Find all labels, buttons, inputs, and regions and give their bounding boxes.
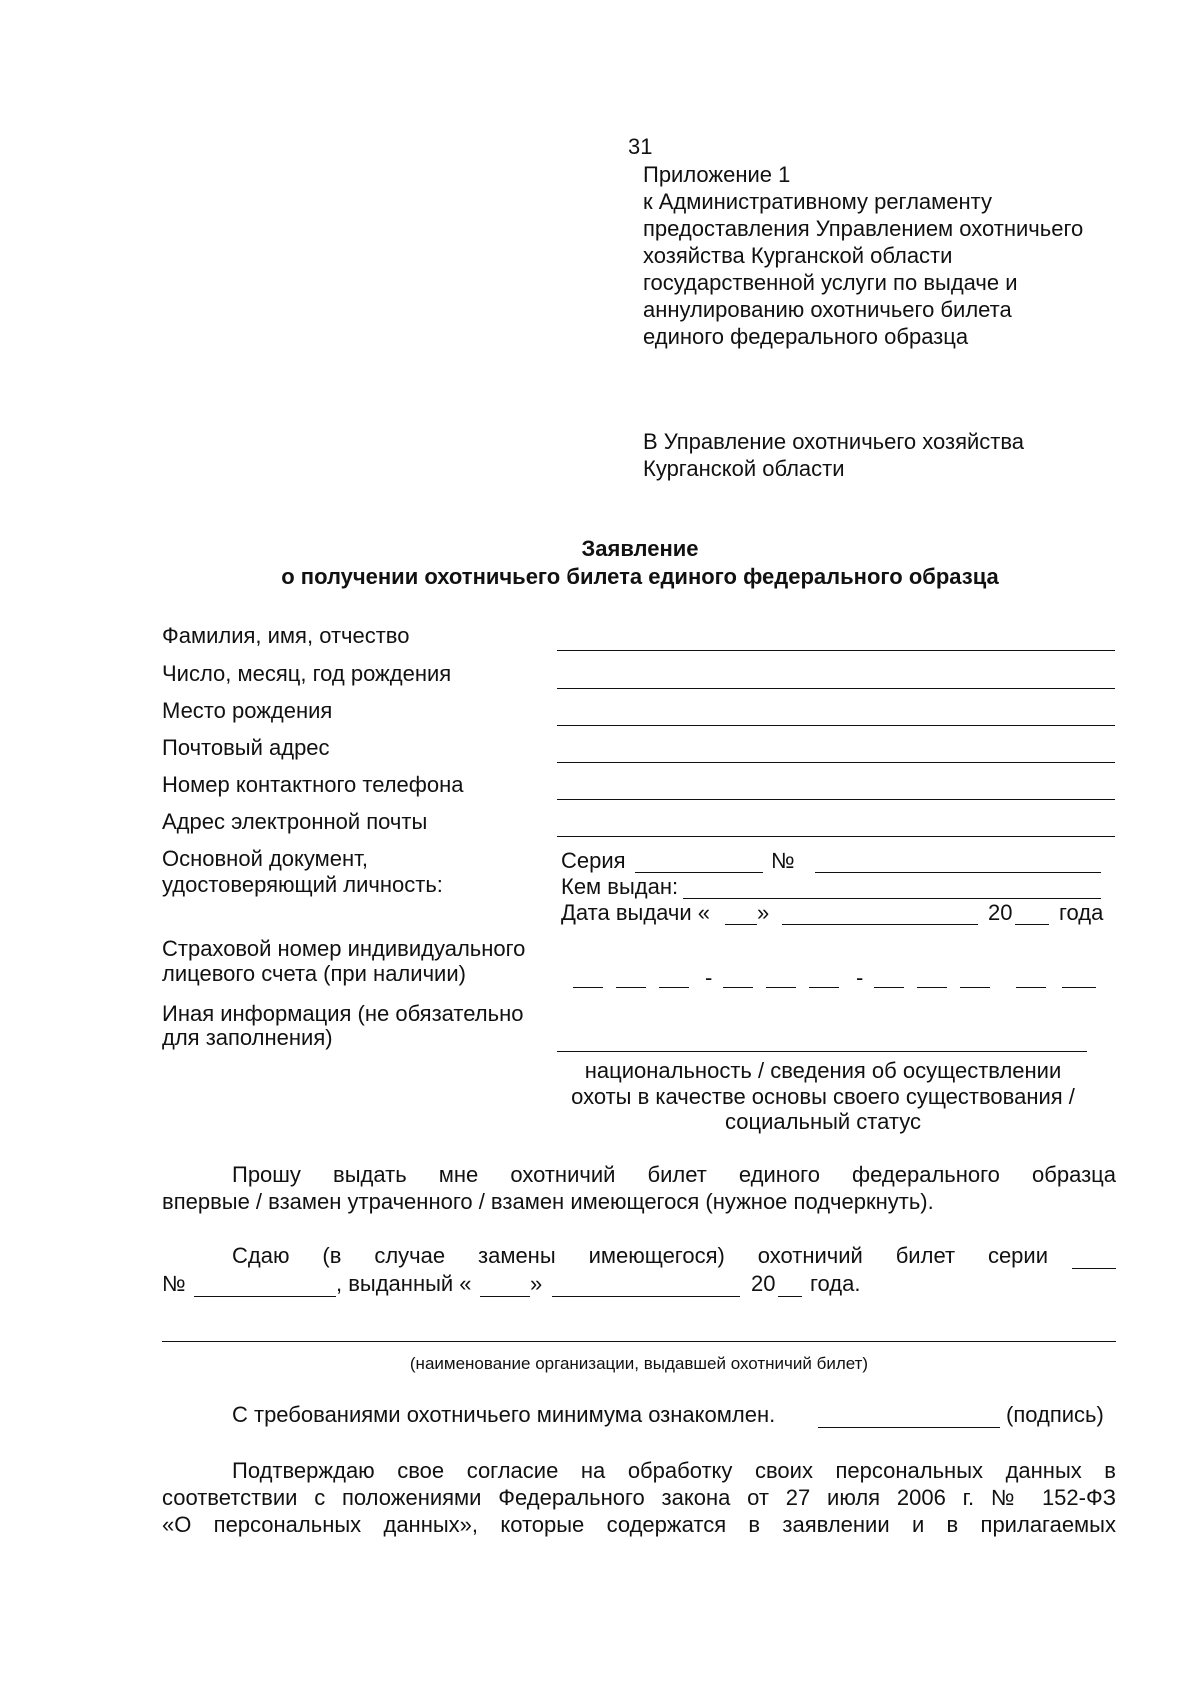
handover-year-suffix: года. [810, 1271, 861, 1296]
issuing-organization-line[interactable] [162, 1341, 1116, 1342]
field-label-snils-2: лицевого счета (при наличии) [162, 961, 466, 986]
issue-year-line[interactable] [1015, 924, 1049, 925]
handover-line-1: Сдаю (в случае замены имеющегося) охотничий билет серии [232, 1243, 1048, 1268]
other-info-hint: национальность / сведения об осуществлении [584, 1058, 1062, 1083]
document-subtitle: о получении охотничьего билета единого федерального образца [281, 564, 999, 589]
appendix-line: предоставления Управлением охотничьего [643, 216, 1084, 241]
document-title: Заявление [581, 536, 699, 561]
document-number-line[interactable] [815, 872, 1101, 873]
signature-line[interactable] [818, 1427, 1000, 1428]
other-info-hint-2: охоты в качестве основы своего существования / [571, 1084, 1075, 1109]
consent-line-2: соответствии с положениями Федерального закона от 27 июля 2006 г. № 152-ФЗ [162, 1485, 1116, 1510]
field-label-snils: Страховой номер индивидуального [162, 936, 526, 961]
handover-number-line[interactable] [194, 1296, 336, 1297]
consent-line-1: Подтверждаю свое согласие на обработку своих персональных данных в [232, 1458, 1116, 1483]
full-name-line[interactable] [557, 650, 1115, 651]
snils-slot[interactable] [1016, 987, 1046, 988]
handover-day-line[interactable] [480, 1296, 530, 1297]
series-label: Серия [561, 848, 626, 873]
minimum-acknowledgement: С требованиями охотничьего минимума ознакомлен. [232, 1402, 776, 1427]
other-info-hint-3: социальный статус [725, 1109, 921, 1134]
request-line-2: впервые / взамен утраченного / взамен имеющегося (нужное подчеркнуть). [162, 1189, 934, 1214]
appendix-line: Приложение 1 [643, 162, 791, 187]
addressee-line: В Управление охотничьего хозяйства [643, 429, 1025, 454]
snils-slot[interactable] [616, 987, 646, 988]
field-label-other-info: Иная информация (не обязательно [162, 1001, 524, 1026]
birth-date-line[interactable] [557, 688, 1115, 689]
appendix-line: хозяйства Курганской области [643, 243, 953, 268]
issuing-organization-caption: (наименование организации, выдавшей охотничий билет) [409, 1354, 869, 1373]
phone-line[interactable] [557, 799, 1115, 800]
field-label-postal-address: Почтовый адрес [162, 735, 330, 760]
field-label-full-name: Фамилия, имя, отчество [162, 623, 410, 648]
issue-date-prefix: Дата выдачи « [561, 900, 711, 925]
appendix-line: единого федерального образца [643, 324, 969, 349]
consent-line-3: «О персональных данных», которые содержатся в заявлении и в прилагаемых [162, 1512, 1116, 1537]
issued-by-line[interactable] [683, 898, 1101, 899]
issue-year-prefix: 20 [988, 900, 1013, 925]
snils-slot[interactable] [917, 987, 947, 988]
signature-caption: (подпись) [1006, 1402, 1104, 1427]
issue-month-line[interactable] [782, 924, 978, 925]
handover-number-label: № [162, 1271, 186, 1296]
snils-separator: - [705, 965, 713, 990]
snils-slot[interactable] [960, 987, 990, 988]
field-label-birth-date: Число, месяц, год рождения [162, 661, 452, 686]
handover-year-prefix: 20 [751, 1271, 776, 1296]
snils-slot[interactable] [1062, 987, 1096, 988]
issue-year-suffix: года [1059, 900, 1104, 925]
field-label-email: Адрес электронной почты [162, 809, 428, 834]
field-label-birth-place: Место рождения [162, 698, 333, 723]
email-line[interactable] [557, 836, 1115, 837]
issue-date-quote-close: » [757, 900, 770, 925]
addressee-block [643, 428, 1024, 482]
handover-series-line[interactable] [1072, 1268, 1116, 1269]
handover-year-line[interactable] [778, 1296, 802, 1297]
issue-day-line[interactable] [725, 924, 757, 925]
number-label: № [771, 848, 795, 873]
appendix-block [643, 161, 1083, 350]
addressee-line: Курганской области [643, 456, 845, 481]
appendix-line: к Административному регламенту [643, 189, 993, 214]
request-line-1: Прошу выдать мне охотничий билет единого федерального образца [232, 1162, 1116, 1187]
appendix-line: аннулированию охотничьего билета [643, 297, 1012, 322]
snils-slot[interactable] [723, 987, 753, 988]
field-label-id-document-2: удостоверяющий личность: [162, 872, 443, 897]
handover-issued-text: , выданный « [336, 1271, 472, 1296]
field-label-id-document: Основной документ, [162, 846, 368, 871]
handover-month-line[interactable] [552, 1296, 740, 1297]
field-label-other-info-2: для заполнения) [162, 1025, 333, 1050]
page-number: 31 [628, 134, 653, 159]
snils-slot[interactable] [874, 987, 904, 988]
snils-slot[interactable] [766, 987, 796, 988]
handover-quote-close: » [530, 1271, 543, 1296]
birth-place-line[interactable] [557, 725, 1115, 726]
postal-address-line[interactable] [557, 762, 1115, 763]
snils-slot[interactable] [659, 987, 689, 988]
snils-separator: - [856, 965, 864, 990]
issued-by-label: Кем выдан: [561, 874, 679, 899]
snils-slot[interactable] [809, 987, 839, 988]
field-label-phone: Номер контактного телефона [162, 772, 464, 797]
appendix-line: государственной услуги по выдаче и [643, 270, 1018, 295]
other-info-line[interactable] [557, 1051, 1087, 1052]
snils-slot[interactable] [573, 987, 603, 988]
